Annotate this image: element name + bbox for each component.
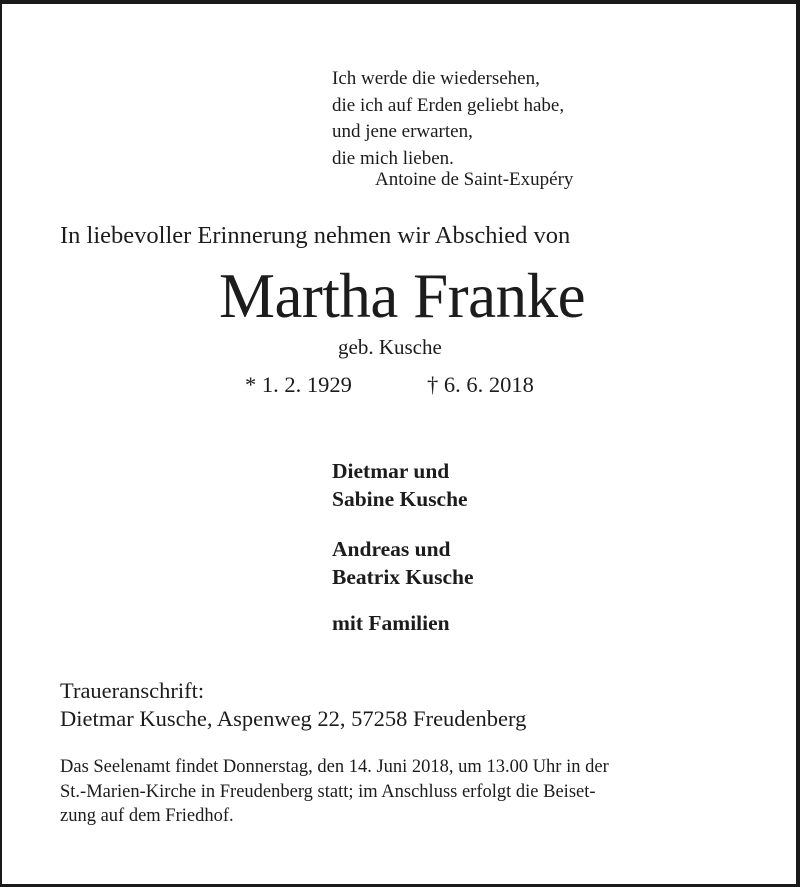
service-line: Das Seelenamt findet Donnerstag, den 14. Juni 2018, um 13.00 Uhr in der bbox=[60, 757, 609, 777]
poem-author: Antoine de Saint-Exupéry bbox=[375, 169, 574, 190]
deceased-name: Martha Franke bbox=[218, 261, 586, 331]
service-line: St.-Marien-Kirche in Freudenberg statt; im Anschluss erfolgt die Beiset- bbox=[60, 781, 596, 802]
service-notice bbox=[60, 755, 750, 829]
family-group bbox=[332, 535, 474, 591]
poem-line: und jene erwarten, bbox=[332, 121, 473, 142]
poem-line: die mich lieben. bbox=[332, 147, 454, 169]
poem-line: Ich werde die wiedersehen, bbox=[332, 68, 540, 89]
family-line: Dietmar und bbox=[332, 459, 450, 483]
address-label: Traueranschrift: bbox=[60, 678, 205, 703]
family-line: Sabine Kusche bbox=[332, 487, 468, 511]
family-group bbox=[332, 609, 450, 637]
maiden-name: geb. Kusche bbox=[338, 335, 442, 359]
intro-text: In liebevoller Erinnerung nehmen wir Abschied von bbox=[60, 222, 571, 249]
mourning-address: Dietmar Kusche, Aspenweg 22, 57258 Freudenberg bbox=[60, 706, 527, 731]
death-date: † 6. 6. 2018 bbox=[427, 372, 534, 397]
birth-date: * 1. 2. 1929 bbox=[245, 372, 352, 397]
poem-line: die ich auf Erden geliebt habe, bbox=[332, 94, 565, 116]
family-group bbox=[332, 457, 468, 513]
family-line: Beatrix Kusche bbox=[332, 565, 474, 589]
service-line: zung auf dem Friedhof. bbox=[60, 806, 234, 826]
family-line: mit Familien bbox=[332, 611, 450, 635]
poem bbox=[332, 66, 564, 172]
family-line: Andreas und bbox=[332, 537, 451, 561]
